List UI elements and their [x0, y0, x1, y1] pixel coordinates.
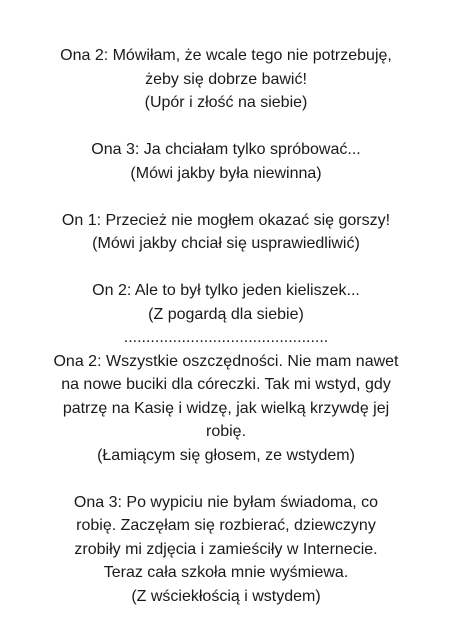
stage-direction: (Z pogardą dla siebie)	[148, 305, 304, 323]
dialogue-line: patrzę na Kasię i widzę, jak wielką krzywdę jej	[62, 399, 390, 417]
dialogue-text	[0, 44, 452, 608]
spacer	[0, 256, 452, 280]
dialogue-line: Teraz cała szkoła mnie wyśmiewa.	[103, 564, 349, 581]
dialogue-line: robię.	[205, 423, 247, 440]
dialogue-line: na nowe buciki dla córeczki. Tak mi wstyd, gdy	[61, 376, 391, 393]
stage-direction: (Mówi jakby była niewinna)	[130, 164, 322, 182]
spacer	[0, 467, 452, 491]
dotted-separator: ..............................................	[123, 329, 329, 346]
dialogue-line: Ona 3: Po wypiciu nie byłam świadoma, co	[73, 493, 379, 511]
dialogue-line: robię. Zaczęłam się rozbierać, dziewczyny	[76, 517, 376, 534]
dialogue-block-ona-3-second	[0, 491, 452, 609]
dialogue-block-ona-3	[0, 138, 452, 185]
stage-direction: (Z wściekłością i wstydem)	[131, 587, 321, 605]
dialogue-line: zrobiły mi zdjęcia i zamieściły w Internecie.	[74, 540, 378, 558]
dialogue-block-on-1	[0, 209, 452, 256]
dialogue-line: Ona 2: Wszystkie oszczędności. Nie mam nawet	[53, 352, 399, 370]
dialogue-line: On 1: Przecież nie mogłem okazać się gorszy!	[61, 211, 391, 229]
dialogue-block-ona-2	[0, 44, 452, 115]
dialogue-line: Ona 3: Ja chciałam tylko spróbować...	[91, 141, 361, 158]
spacer	[0, 115, 452, 139]
dialogue-block-on-2	[0, 279, 452, 467]
dialogue-line: żeby się dobrze bawić!	[145, 70, 307, 88]
stage-direction: (Łamiącym się głosem, ze wstydem)	[97, 446, 355, 464]
dialogue-line: On 2: Ale to był tylko jeden kieliszek...	[92, 282, 360, 299]
stage-direction: (Mówi jakby chciał się usprawiedliwić)	[92, 235, 360, 252]
stage-direction: (Upór i złość na siebie)	[144, 94, 308, 111]
spacer	[0, 185, 452, 209]
dialogue-line: Ona 2: Mówiłam, że wcale tego nie potrzebuję,	[60, 47, 392, 64]
